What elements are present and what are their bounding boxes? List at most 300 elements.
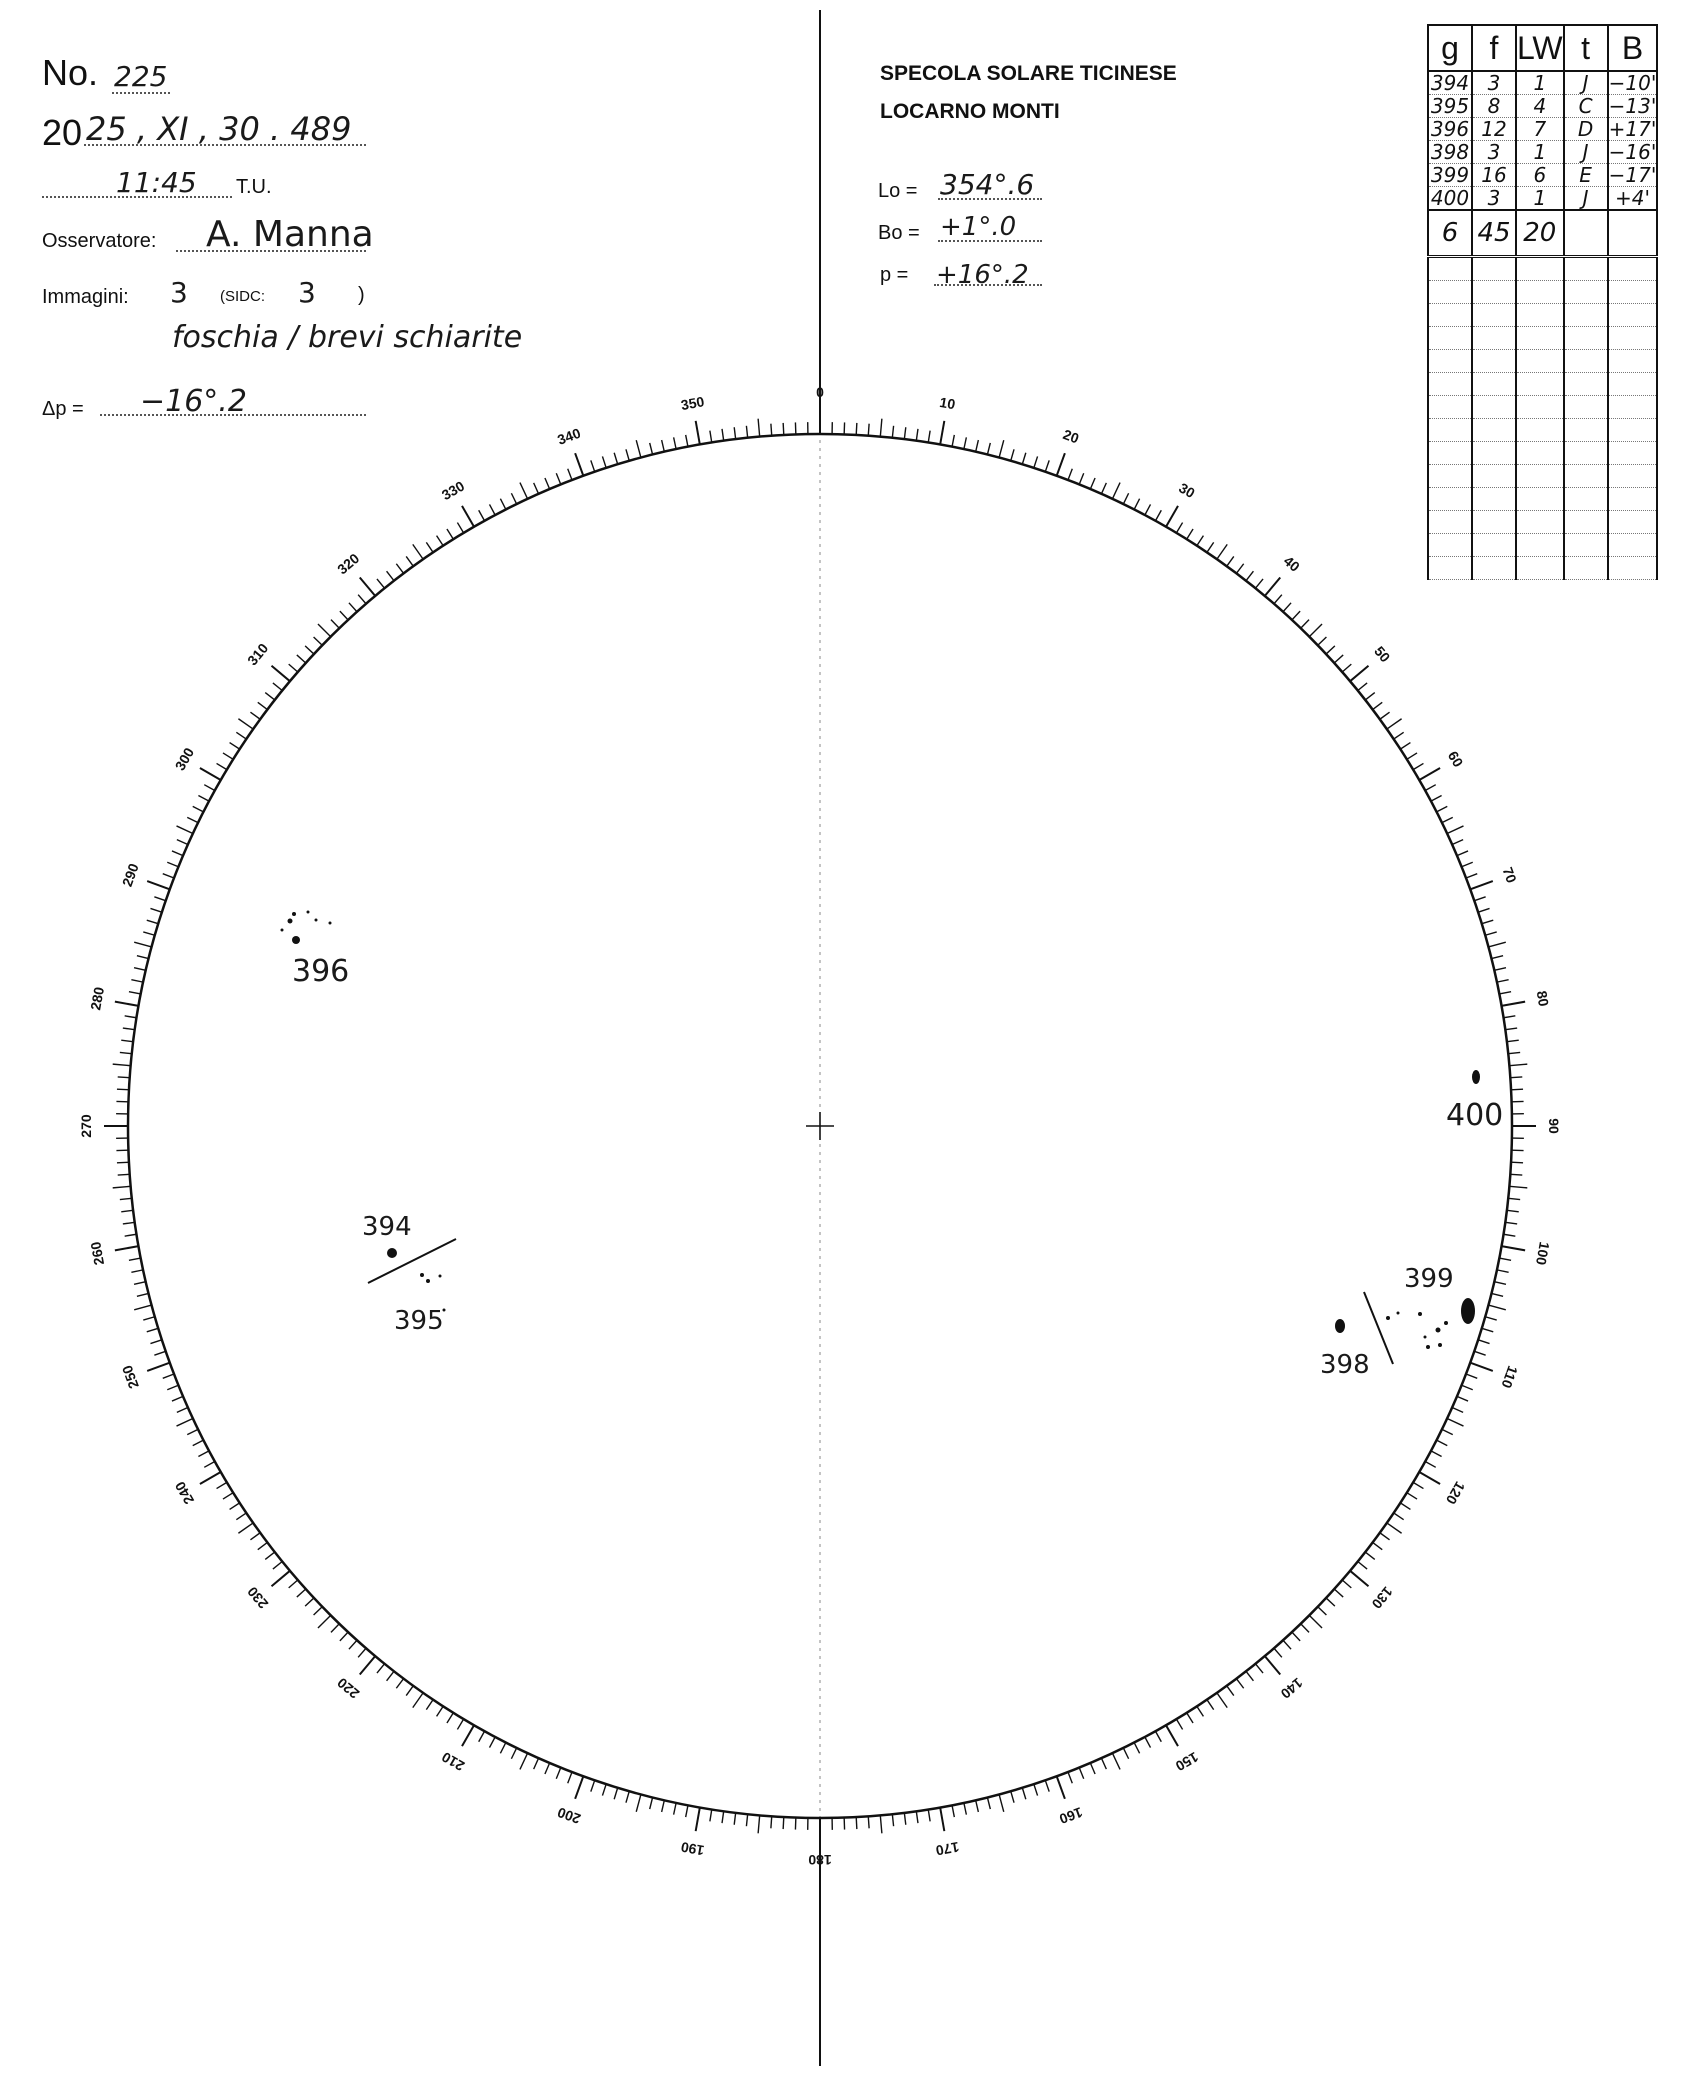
scale-tick (1326, 646, 1335, 654)
col-header-t: t (1564, 25, 1608, 71)
table-row (1428, 71, 1657, 95)
scale-tick (1217, 544, 1227, 559)
scale-tick (289, 1580, 298, 1588)
table-empty-cell (1516, 327, 1564, 350)
scale-tick (238, 1523, 253, 1533)
table-row (1428, 164, 1657, 187)
scale-tick (636, 440, 641, 457)
scale-tick (204, 785, 214, 791)
scale-tick (318, 624, 331, 637)
scale-label: 190 (679, 1838, 706, 1859)
center-cross (806, 1112, 834, 1140)
scale-tick (154, 897, 165, 901)
scale-tick (674, 437, 676, 449)
scale-tick (258, 1542, 268, 1549)
scale-tick (1494, 968, 1506, 971)
scale-tick (360, 578, 375, 596)
table-empty-cell (1608, 304, 1658, 327)
table-empty-cell (1516, 488, 1564, 511)
table-cell: 1 (1516, 71, 1564, 95)
scale-tick (134, 942, 151, 947)
scale-tick (217, 1482, 227, 1488)
scale-tick (916, 429, 918, 441)
scale-label: 270 (78, 1114, 94, 1138)
table-empty-cell (1516, 419, 1564, 442)
sidc-value: 3 (298, 276, 316, 309)
table-cell: C (1564, 95, 1608, 118)
divider-394-395 (368, 1239, 456, 1283)
scale-tick (117, 1162, 129, 1163)
scale-tick (1283, 603, 1291, 612)
scale-label: 160 (1057, 1804, 1085, 1828)
scale-tick (952, 435, 954, 447)
scale-tick (143, 1317, 155, 1320)
scale-tick (340, 1632, 348, 1641)
scale-tick (568, 469, 572, 480)
scale-tick (118, 1174, 130, 1175)
scale-tick (1508, 1052, 1520, 1053)
table-empty-cell (1428, 511, 1472, 534)
table-empty-row (1428, 396, 1657, 419)
scale-tick (696, 1807, 700, 1831)
scale-tick (952, 1805, 954, 1817)
table-empty-cell (1516, 350, 1564, 373)
scale-tick (1505, 1222, 1517, 1224)
scale-tick (1482, 1328, 1493, 1332)
table-empty-row (1428, 304, 1657, 327)
scale-tick (1425, 1461, 1435, 1467)
scale-tick (200, 768, 221, 780)
scale-tick (1068, 469, 1072, 480)
scale-tick (426, 542, 433, 552)
scale-label: 40 (1280, 552, 1303, 575)
scale-tick (696, 421, 700, 445)
images-value: 3 (170, 276, 188, 309)
scale-tick (650, 443, 653, 455)
scale-tick (976, 440, 979, 452)
scale-label: 300 (171, 744, 198, 774)
scale-tick (123, 1222, 135, 1224)
scale-tick (1101, 1758, 1106, 1769)
scale-tick (358, 595, 366, 604)
scale-tick (447, 1713, 453, 1723)
scale-tick (217, 763, 227, 769)
scale-tick (143, 932, 155, 935)
scale-label: 280 (87, 985, 108, 1012)
sunspot-group-394 (387, 1248, 397, 1258)
scale-tick (1246, 571, 1253, 580)
scale-tick (131, 1270, 143, 1272)
scale-tick (1509, 1064, 1527, 1066)
scale-tick (1394, 732, 1404, 739)
scale-tick (614, 1788, 618, 1799)
scale-tick (722, 1811, 724, 1823)
scale-tick (511, 493, 516, 504)
table-cell: −17' (1608, 163, 1657, 187)
scale-tick (297, 655, 306, 663)
table-empty-cell (1564, 350, 1608, 373)
table-empty-cell (1608, 511, 1658, 534)
scale-tick (1134, 1743, 1139, 1754)
table-cell: 398 (1428, 141, 1472, 164)
scale-tick (198, 795, 209, 801)
table-empty-cell (1608, 442, 1658, 465)
scale-tick (591, 1780, 595, 1791)
scale-tick (129, 992, 141, 994)
table-empty-cell (1428, 373, 1472, 396)
scale-tick (230, 743, 240, 750)
table-row (1428, 187, 1657, 211)
scale-tick (172, 1396, 183, 1401)
scale-tick (115, 1246, 139, 1250)
table-empty-cell (1564, 281, 1608, 304)
table-empty-cell (1516, 465, 1564, 488)
scale-tick (1090, 478, 1095, 489)
scale-tick (662, 440, 665, 452)
scale-tick (147, 1328, 158, 1332)
scale-tick (396, 564, 403, 574)
scale-tick (331, 1624, 339, 1633)
scale-tick (520, 1753, 528, 1769)
group-label-395: 395 (394, 1306, 444, 1336)
scale-tick (479, 510, 485, 520)
scale-tick (377, 579, 385, 588)
scale-tick (187, 1429, 198, 1434)
table-empty-cell (1428, 304, 1472, 327)
scale-tick (1431, 1451, 1442, 1457)
scale-tick (1326, 1598, 1335, 1606)
scale-tick (1509, 1186, 1527, 1188)
scale-tick (134, 1305, 151, 1310)
table-empty-row (1428, 419, 1657, 442)
table-row (1428, 118, 1657, 141)
table-empty-row (1428, 465, 1657, 488)
scale-tick (413, 1693, 423, 1708)
scale-tick (987, 1797, 990, 1809)
table-empty-cell (1472, 327, 1516, 350)
scale-label: 80 (1533, 989, 1553, 1008)
scale-label: 170 (934, 1838, 961, 1859)
scale-tick (1452, 840, 1463, 845)
scale-tick (1478, 1340, 1489, 1344)
scale-tick (1510, 1174, 1522, 1175)
scale-tick (556, 1768, 560, 1779)
scale-tick (120, 1198, 132, 1199)
year-prefix: 20 (42, 112, 83, 153)
scale-tick (250, 1533, 260, 1540)
scale-tick (489, 1737, 495, 1748)
scale-tick (636, 1794, 641, 1811)
table-cell: 1 (1516, 187, 1564, 211)
sunspot-group-table (1427, 24, 1658, 580)
scale-tick (193, 1440, 204, 1445)
scale-tick (150, 1340, 161, 1344)
scale-tick (113, 1064, 131, 1066)
scale-tick (314, 1607, 323, 1615)
scale-tick (236, 1513, 246, 1520)
scale-tick (1503, 1016, 1515, 1018)
scale-tick (734, 1813, 735, 1825)
scale-tick (1022, 453, 1026, 464)
p-value: +16°.2 (936, 260, 1029, 290)
scale-tick (413, 544, 423, 559)
observer-label: Osservatore: (42, 230, 157, 252)
scale-label: 110 (1498, 1363, 1522, 1391)
table-empty-cell (1564, 396, 1608, 419)
scale-tick (1134, 499, 1139, 510)
time-unit: T.U. (236, 176, 272, 198)
scale-tick (964, 1803, 966, 1815)
table-empty-cell (1428, 442, 1472, 465)
scale-label: 50 (1371, 643, 1394, 666)
scale-label: 290 (118, 861, 142, 889)
table-empty-cell (1564, 557, 1608, 580)
table-empty-cell (1472, 465, 1516, 488)
scale-tick (297, 1589, 306, 1597)
scale-tick (1101, 483, 1106, 494)
scale-tick (1197, 1706, 1204, 1716)
scale-tick (340, 611, 348, 620)
scale-tick (1236, 564, 1243, 574)
scale-tick (856, 1817, 857, 1829)
table-cell: 4 (1516, 95, 1564, 118)
table-empty-cell (1428, 465, 1472, 488)
scale-label: 20 (1060, 426, 1082, 447)
group-label-400: 400 (1446, 1098, 1504, 1133)
table-empty-row (1428, 350, 1657, 373)
scale-tick (556, 473, 560, 484)
scale-tick (602, 1784, 606, 1795)
scale-tick (1447, 1418, 1463, 1426)
scale-tick (1442, 1429, 1453, 1434)
scale-tick (575, 453, 583, 476)
scale-tick (987, 443, 990, 455)
scale-tick (892, 426, 893, 438)
scale-tick (1112, 483, 1120, 499)
table-total-cell: 20 (1516, 210, 1564, 257)
scale-tick (662, 1800, 665, 1812)
scale-tick (1419, 1472, 1440, 1484)
table-empty-cell (1564, 419, 1608, 442)
col-header-lw: LW (1516, 25, 1564, 71)
sunspot-group-400 (1472, 1070, 1480, 1084)
date-underline (84, 144, 366, 146)
scale-tick (614, 453, 618, 464)
scale-tick (1474, 897, 1485, 901)
scale-tick (479, 1731, 485, 1741)
scale-tick (1442, 817, 1453, 822)
group-label-398: 398 (1320, 1350, 1370, 1380)
scale-tick (147, 1363, 170, 1371)
sunspot-group-398 (1335, 1319, 1345, 1333)
scale-tick (200, 1472, 221, 1484)
table-empty-row (1428, 327, 1657, 350)
scale-tick (1342, 1580, 1351, 1588)
scale-tick (1505, 1028, 1517, 1030)
scale-tick (1292, 1632, 1300, 1641)
scale-tick (177, 826, 193, 834)
observatory-name: SPECOLA SOLARE TICINESE (880, 62, 1177, 85)
scale-tick (1407, 753, 1417, 759)
scale-tick (783, 423, 784, 435)
scale-tick (1462, 1385, 1473, 1389)
table-cell: −16' (1608, 140, 1657, 164)
table-empty-row (1428, 442, 1657, 465)
scale-tick (1485, 932, 1497, 935)
scale-tick (1508, 1198, 1520, 1199)
table-empty-cell (1428, 281, 1472, 304)
scale-tick (1187, 529, 1193, 539)
scale-tick (437, 1706, 444, 1716)
scale-tick (686, 1805, 688, 1817)
scale-tick (602, 456, 606, 467)
scale-tick (1090, 1763, 1095, 1774)
scale-tick (1166, 506, 1178, 527)
scale-label: 90 (1546, 1118, 1562, 1134)
scale-tick (167, 862, 178, 866)
scale-tick (686, 435, 688, 447)
scale-tick (1274, 1648, 1282, 1657)
scale-tick (1373, 1542, 1383, 1549)
scale-tick (1022, 1788, 1026, 1799)
scale-tick (500, 1743, 505, 1754)
table-empty-cell (1472, 373, 1516, 396)
col-header-b: B (1608, 25, 1658, 71)
p-label: p = (880, 264, 909, 286)
scale-tick (1457, 851, 1468, 856)
scale-tick (426, 1700, 433, 1710)
table-empty-cell (1428, 257, 1472, 281)
table-empty-cell (1564, 488, 1608, 511)
scale-tick (462, 1725, 474, 1746)
scale-label: 10 (938, 393, 957, 413)
scale-tick (626, 449, 629, 461)
scale-tick (650, 1797, 653, 1809)
table-cell: 399 (1428, 164, 1472, 187)
scale-label: 130 (1368, 1583, 1396, 1612)
table-cell: 1 (1516, 141, 1564, 164)
scale-tick (758, 419, 760, 437)
table-empty-cell (1564, 511, 1608, 534)
table-empty-cell (1608, 488, 1658, 511)
scale-tick (1400, 743, 1410, 750)
scale-tick (964, 437, 966, 449)
scale-tick (710, 431, 712, 443)
delta-p-value: −16°.2 (140, 384, 247, 419)
scale-tick (123, 1028, 135, 1030)
table-empty-cell (1472, 304, 1516, 327)
scale-label: 70 (1499, 864, 1520, 886)
table-empty-cell (1516, 373, 1564, 396)
scale-tick (1419, 768, 1440, 780)
scale-tick (1447, 826, 1463, 834)
scale-tick (904, 1813, 905, 1825)
scale-tick (746, 426, 747, 438)
table-row (1428, 141, 1657, 164)
table-cell: 3 (1472, 187, 1516, 211)
scale-tick (273, 683, 282, 691)
scale-tick (1176, 1719, 1182, 1729)
l0-underline (938, 198, 1042, 200)
scale-tick (396, 1679, 403, 1689)
scale-tick (1274, 595, 1282, 604)
scale-tick (1011, 449, 1014, 461)
scale-tick (1068, 1772, 1072, 1783)
table-cell: −10' (1608, 71, 1657, 95)
scale-tick (1482, 920, 1493, 924)
scale-tick (1176, 523, 1182, 533)
scale-tick (154, 1351, 165, 1355)
sidc-label: (SIDC: (220, 288, 265, 305)
scale-tick (1342, 664, 1351, 672)
scale-tick (223, 1493, 233, 1499)
scale-tick (387, 1671, 394, 1680)
table-empty-cell (1608, 465, 1658, 488)
table-cell: 7 (1516, 118, 1564, 141)
scale-tick (187, 817, 198, 822)
table-cell: 395 (1428, 95, 1472, 118)
table-empty-cell (1472, 511, 1516, 534)
scale-tick (272, 666, 290, 681)
table-empty-cell (1472, 557, 1516, 580)
conditions-note: foschia / brevi schiarite (172, 320, 523, 355)
delta-p-label: Δp = (42, 398, 84, 420)
scale-tick (238, 719, 253, 729)
scale-tick (177, 1418, 193, 1426)
scale-tick (125, 1016, 137, 1018)
scale-tick (1437, 1440, 1448, 1445)
scale-tick (1470, 1363, 1493, 1371)
scale-tick (236, 732, 246, 739)
scale-tick (1457, 1396, 1468, 1401)
col-header-f: f (1472, 25, 1516, 71)
observer-value: A. Manna (206, 214, 374, 255)
scale-tick (1265, 1656, 1280, 1674)
b0-underline (938, 240, 1042, 242)
scale-label: 340 (555, 424, 583, 448)
scale-tick (462, 506, 474, 527)
scale-tick (1407, 1493, 1417, 1499)
table-empty-cell (1564, 442, 1608, 465)
table-total-cell: 6 (1428, 210, 1472, 257)
table-empty-cell (1472, 534, 1516, 557)
table-empty-row (1428, 557, 1657, 580)
scale-tick (674, 1803, 676, 1815)
table-cell: 6 (1516, 164, 1564, 187)
scale-tick (1511, 1089, 1523, 1090)
scale-tick (147, 920, 158, 924)
scale-tick (1380, 1533, 1390, 1540)
scale-tick (1145, 504, 1151, 515)
scale-tick (511, 1748, 516, 1759)
scale-tick (137, 956, 149, 959)
scale-tick (193, 806, 204, 811)
scale-tick (258, 702, 268, 709)
scale-label: 0 (816, 384, 824, 400)
table-empty-cell (1472, 396, 1516, 419)
table-empty-cell (1564, 373, 1608, 396)
scale-tick (1501, 1246, 1525, 1250)
scale-tick (129, 1258, 141, 1260)
scale-tick (1358, 1561, 1367, 1569)
delta-p-underline (100, 414, 366, 416)
scale-tick (360, 1656, 375, 1674)
scale-label: 250 (118, 1363, 142, 1391)
scale-label: 200 (555, 1804, 583, 1828)
scale-tick (916, 1811, 918, 1823)
table-cell: 16 (1472, 164, 1516, 187)
scale-tick (1470, 881, 1493, 889)
